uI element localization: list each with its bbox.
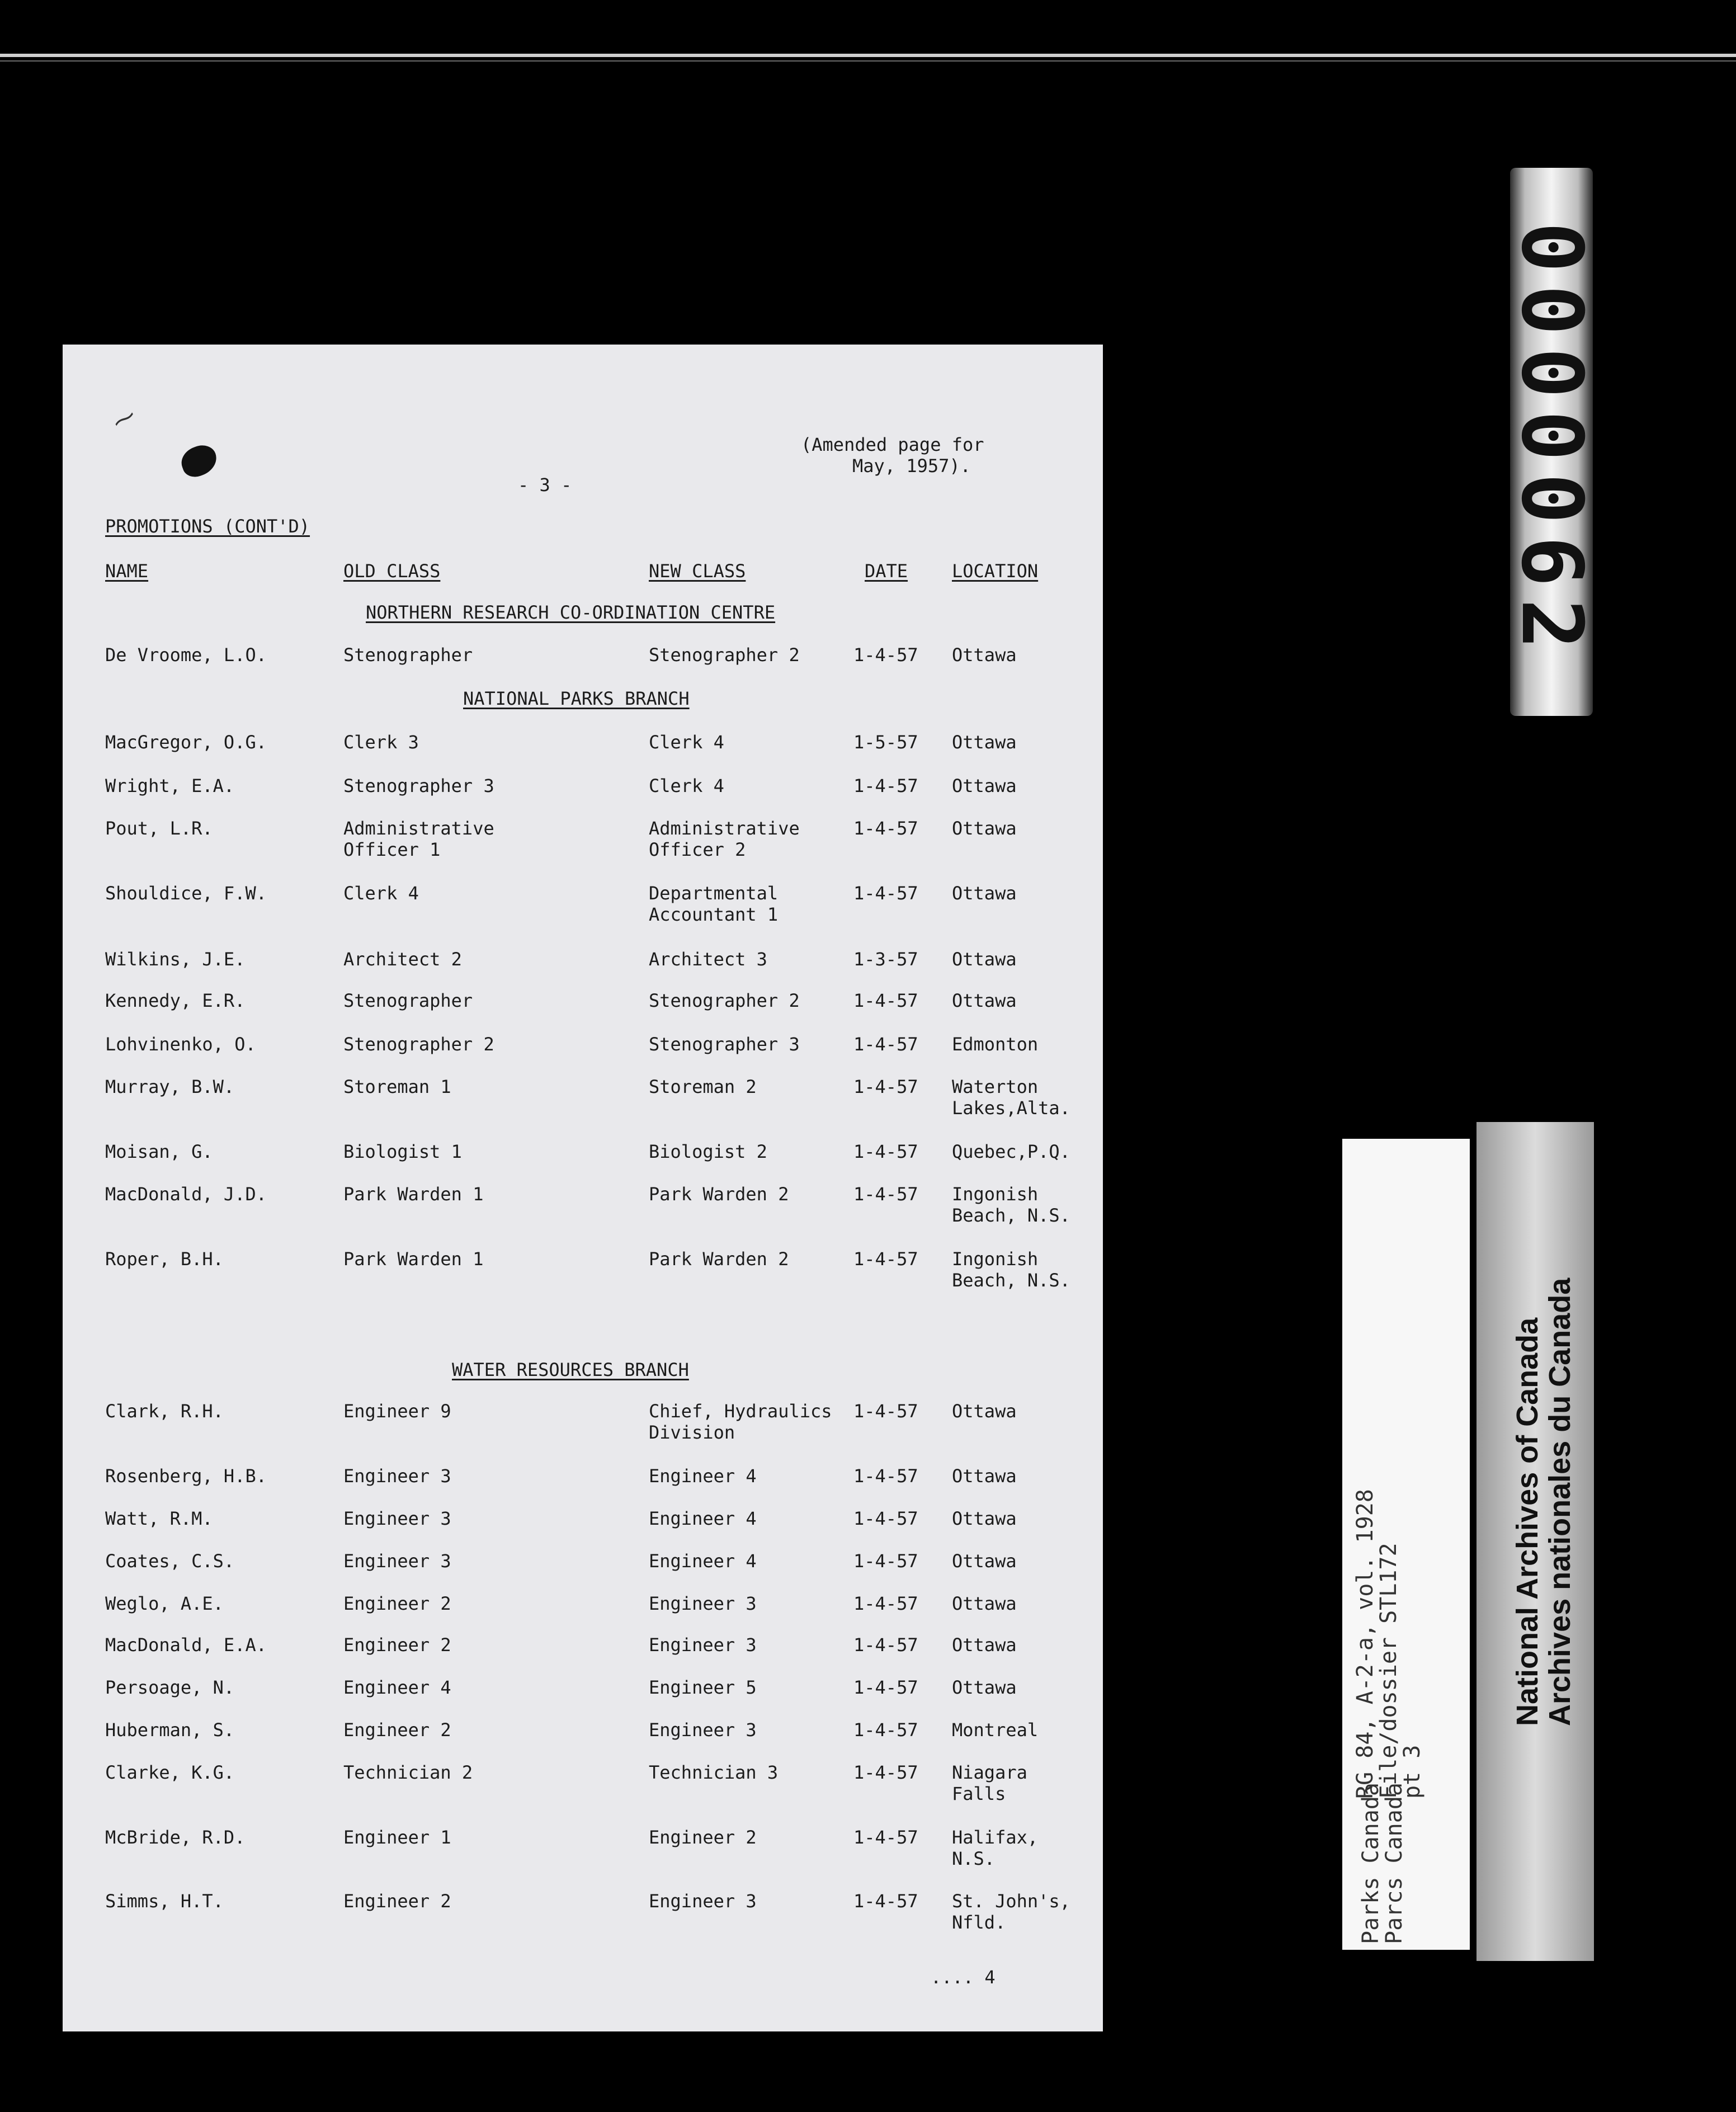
row-new-class: Engineer 4 [649, 1465, 757, 1487]
row-name: Watt, R.M. [105, 1508, 213, 1529]
row-date: 1-5-57 [853, 732, 918, 753]
row-name: Moisan, G. [105, 1141, 213, 1162]
row-date: 1-4-57 [853, 818, 918, 839]
row-old-class: Engineer 1 [343, 1827, 451, 1848]
row-location: Ottawa [952, 1634, 1017, 1656]
row-name: Simms, H.T. [105, 1891, 224, 1912]
row-date: 1-4-57 [853, 644, 918, 666]
header-date: DATE [865, 560, 908, 582]
branch-heading: NORTHERN RESEARCH CO-ORDINATION CENTRE [366, 602, 776, 623]
row-location: Montreal [952, 1719, 1039, 1741]
row-location: Halifax, N.S. [952, 1827, 1039, 1869]
row-location: Ottawa [952, 1677, 1017, 1698]
row-location: Ottawa [952, 775, 1017, 796]
row-location: Waterton Lakes,Alta. [952, 1076, 1070, 1119]
row-new-class: Biologist 2 [649, 1141, 767, 1162]
row-name: Rosenberg, H.B. [105, 1465, 267, 1487]
row-new-class: Chief, Hydraulics Division [649, 1401, 832, 1443]
header-new-class: NEW CLASS [649, 560, 746, 582]
row-old-class: Engineer 3 [343, 1508, 451, 1529]
row-new-class: Storeman 2 [649, 1076, 757, 1097]
amended-note-line-1: (Amended page for [801, 434, 984, 455]
row-date: 1-4-57 [853, 1719, 918, 1741]
row-new-class: Engineer 3 [649, 1593, 757, 1614]
row-new-class: Engineer 3 [649, 1891, 757, 1912]
row-location: Ottawa [952, 1508, 1017, 1529]
row-name: Clark, R.H. [105, 1401, 224, 1422]
row-date: 1-4-57 [853, 1677, 918, 1698]
row-old-class: Engineer 4 [343, 1677, 451, 1698]
row-new-class: Engineer 2 [649, 1827, 757, 1848]
row-name: MacGregor, O.G. [105, 732, 267, 753]
row-name: Huberman, S. [105, 1719, 235, 1741]
page-number: - 3 - [518, 474, 572, 496]
row-date: 1-4-57 [853, 775, 918, 796]
archives-label-en: National Archives of Canada [1511, 1317, 1544, 1726]
row-location: Ottawa [952, 1465, 1017, 1487]
row-old-class: Administrative Officer 1 [343, 818, 494, 860]
row-date: 1-4-57 [853, 1634, 918, 1656]
row-location: Ottawa [952, 990, 1017, 1011]
section-title: PROMOTIONS (CONT'D) [105, 516, 310, 537]
row-name: Roper, B.H. [105, 1248, 224, 1270]
row-name: Persoage, N. [105, 1677, 235, 1698]
row-location: Quebec,P.Q. [952, 1141, 1070, 1162]
row-name: McBride, R.D. [105, 1827, 246, 1848]
reference-line-3: pt 3 [1399, 1745, 1425, 1799]
row-old-class: Clerk 4 [343, 883, 419, 904]
row-location: Ottawa [952, 1550, 1017, 1572]
row-name: Clarke, K.G. [105, 1762, 235, 1783]
row-date: 1-4-57 [853, 1827, 918, 1848]
punch-hole-icon [177, 441, 221, 481]
row-old-class: Stenographer [343, 990, 473, 1011]
row-new-class: Administrative Officer 2 [649, 818, 800, 860]
row-new-class: Technician 3 [649, 1762, 779, 1783]
row-date: 1-4-57 [853, 1465, 918, 1487]
row-new-class: Stenographer 2 [649, 644, 800, 666]
row-new-class: Engineer 5 [649, 1677, 757, 1698]
row-old-class: Stenographer [343, 644, 473, 666]
row-location: Ingonish Beach, N.S. [952, 1184, 1070, 1226]
row-name: Weglo, A.E. [105, 1593, 224, 1614]
row-new-class: Park Warden 2 [649, 1248, 789, 1270]
row-location: Ottawa [952, 883, 1017, 904]
row-name: Kennedy, E.R. [105, 990, 246, 1011]
row-new-class: Stenographer 3 [649, 1034, 800, 1055]
branch-heading: WATER RESOURCES BRANCH [452, 1359, 689, 1380]
row-new-class: Architect 3 [649, 949, 767, 970]
agency-line-en: Parks Canada [1358, 1783, 1384, 1944]
row-old-class: Engineer 2 [343, 1634, 451, 1656]
row-name: Shouldice, F.W. [105, 883, 267, 904]
row-new-class: Clerk 4 [649, 775, 724, 796]
pencil-mark-icon: ⁓ [108, 402, 140, 436]
frame-number: 0000062 [1503, 221, 1600, 662]
row-name: Coates, C.S. [105, 1550, 235, 1572]
row-old-class: Park Warden 1 [343, 1184, 484, 1205]
row-date: 1-4-57 [853, 1508, 918, 1529]
row-location: Ottawa [952, 732, 1017, 753]
row-old-class: Engineer 3 [343, 1550, 451, 1572]
row-old-class: Technician 2 [343, 1762, 473, 1783]
archives-label-text [1511, 1278, 1576, 1726]
row-old-class: Engineer 2 [343, 1593, 451, 1614]
row-old-class: Storeman 1 [343, 1076, 451, 1097]
amended-note-line-2: May, 1957). [852, 455, 971, 477]
row-date: 1-4-57 [853, 1891, 918, 1912]
row-old-class: Stenographer 3 [343, 775, 494, 796]
row-name: Murray, B.W. [105, 1076, 235, 1097]
row-date: 1-4-57 [853, 1184, 918, 1205]
reference-line-1: RG 84, A-2-a, vol. 1928 [1352, 1489, 1378, 1799]
row-date: 1-4-57 [853, 1076, 918, 1097]
row-old-class: Architect 2 [343, 949, 462, 970]
row-location: Ottawa [952, 1593, 1017, 1614]
header-location: LOCATION [952, 560, 1039, 582]
row-old-class: Engineer 2 [343, 1891, 451, 1912]
row-old-class: Clerk 3 [343, 732, 419, 753]
archives-label [1476, 1122, 1594, 1961]
row-name: Lohvinenko, O. [105, 1034, 256, 1055]
row-date: 1-4-57 [853, 1034, 918, 1055]
row-old-class: Park Warden 1 [343, 1248, 484, 1270]
row-location: Ingonish Beach, N.S. [952, 1248, 1070, 1291]
branch-heading: NATIONAL PARKS BRANCH [463, 688, 690, 709]
row-new-class: Stenographer 2 [649, 990, 800, 1011]
document-page [63, 345, 1103, 2031]
row-date: 1-4-57 [853, 1401, 918, 1422]
row-location: Niagara Falls [952, 1762, 1027, 1804]
row-new-class: Departmental Accountant 1 [649, 883, 779, 925]
row-name: Wright, E.A. [105, 775, 235, 796]
frame-number-strip [1503, 168, 1600, 716]
row-location: Ottawa [952, 949, 1017, 970]
reference-label [1342, 1139, 1470, 1950]
row-location: Edmonton [952, 1034, 1039, 1055]
row-old-class: Stenographer 2 [343, 1034, 494, 1055]
row-old-class: Engineer 2 [343, 1719, 451, 1741]
row-date: 1-4-57 [853, 883, 918, 904]
row-name: MacDonald, E.A. [105, 1634, 267, 1656]
row-date: 1-4-57 [853, 1593, 918, 1614]
row-new-class: Clerk 4 [649, 732, 724, 753]
microfilm-top-rule-shadow [0, 60, 1736, 62]
agency-line-fr: Parcs Canada [1381, 1783, 1407, 1944]
row-location: Ottawa [952, 818, 1017, 839]
row-name: Wilkins, J.E. [105, 949, 246, 970]
row-old-class: Biologist 1 [343, 1141, 462, 1162]
row-date: 1-4-57 [853, 1141, 918, 1162]
row-name: De Vroome, L.O. [105, 644, 267, 666]
header-old-class: OLD CLASS [343, 560, 441, 582]
row-date: 1-4-57 [853, 990, 918, 1011]
row-date: 1-3-57 [853, 949, 918, 970]
row-old-class: Engineer 3 [343, 1465, 451, 1487]
row-name: Pout, L.R. [105, 818, 213, 839]
row-location: Ottawa [952, 1401, 1017, 1422]
row-old-class: Engineer 9 [343, 1401, 451, 1422]
row-date: 1-4-57 [853, 1248, 918, 1270]
row-new-class: Engineer 3 [649, 1719, 757, 1741]
header-name: NAME [105, 560, 149, 582]
row-location: Ottawa [952, 644, 1017, 666]
microfilm-top-rule [0, 54, 1736, 57]
reference-line-2: File/dossier STL172 [1376, 1543, 1402, 1799]
continuation-marker: .... 4 [931, 1967, 996, 1988]
row-new-class: Park Warden 2 [649, 1184, 789, 1205]
row-date: 1-4-57 [853, 1550, 918, 1572]
row-new-class: Engineer 3 [649, 1634, 757, 1656]
row-new-class: Engineer 4 [649, 1508, 757, 1529]
row-name: MacDonald, J.D. [105, 1184, 267, 1205]
row-new-class: Engineer 4 [649, 1550, 757, 1572]
archives-label-fr: Archives nationales du Canada [1543, 1277, 1577, 1726]
row-date: 1-4-57 [853, 1762, 918, 1783]
row-location: St. John's, Nfld. [952, 1891, 1070, 1933]
